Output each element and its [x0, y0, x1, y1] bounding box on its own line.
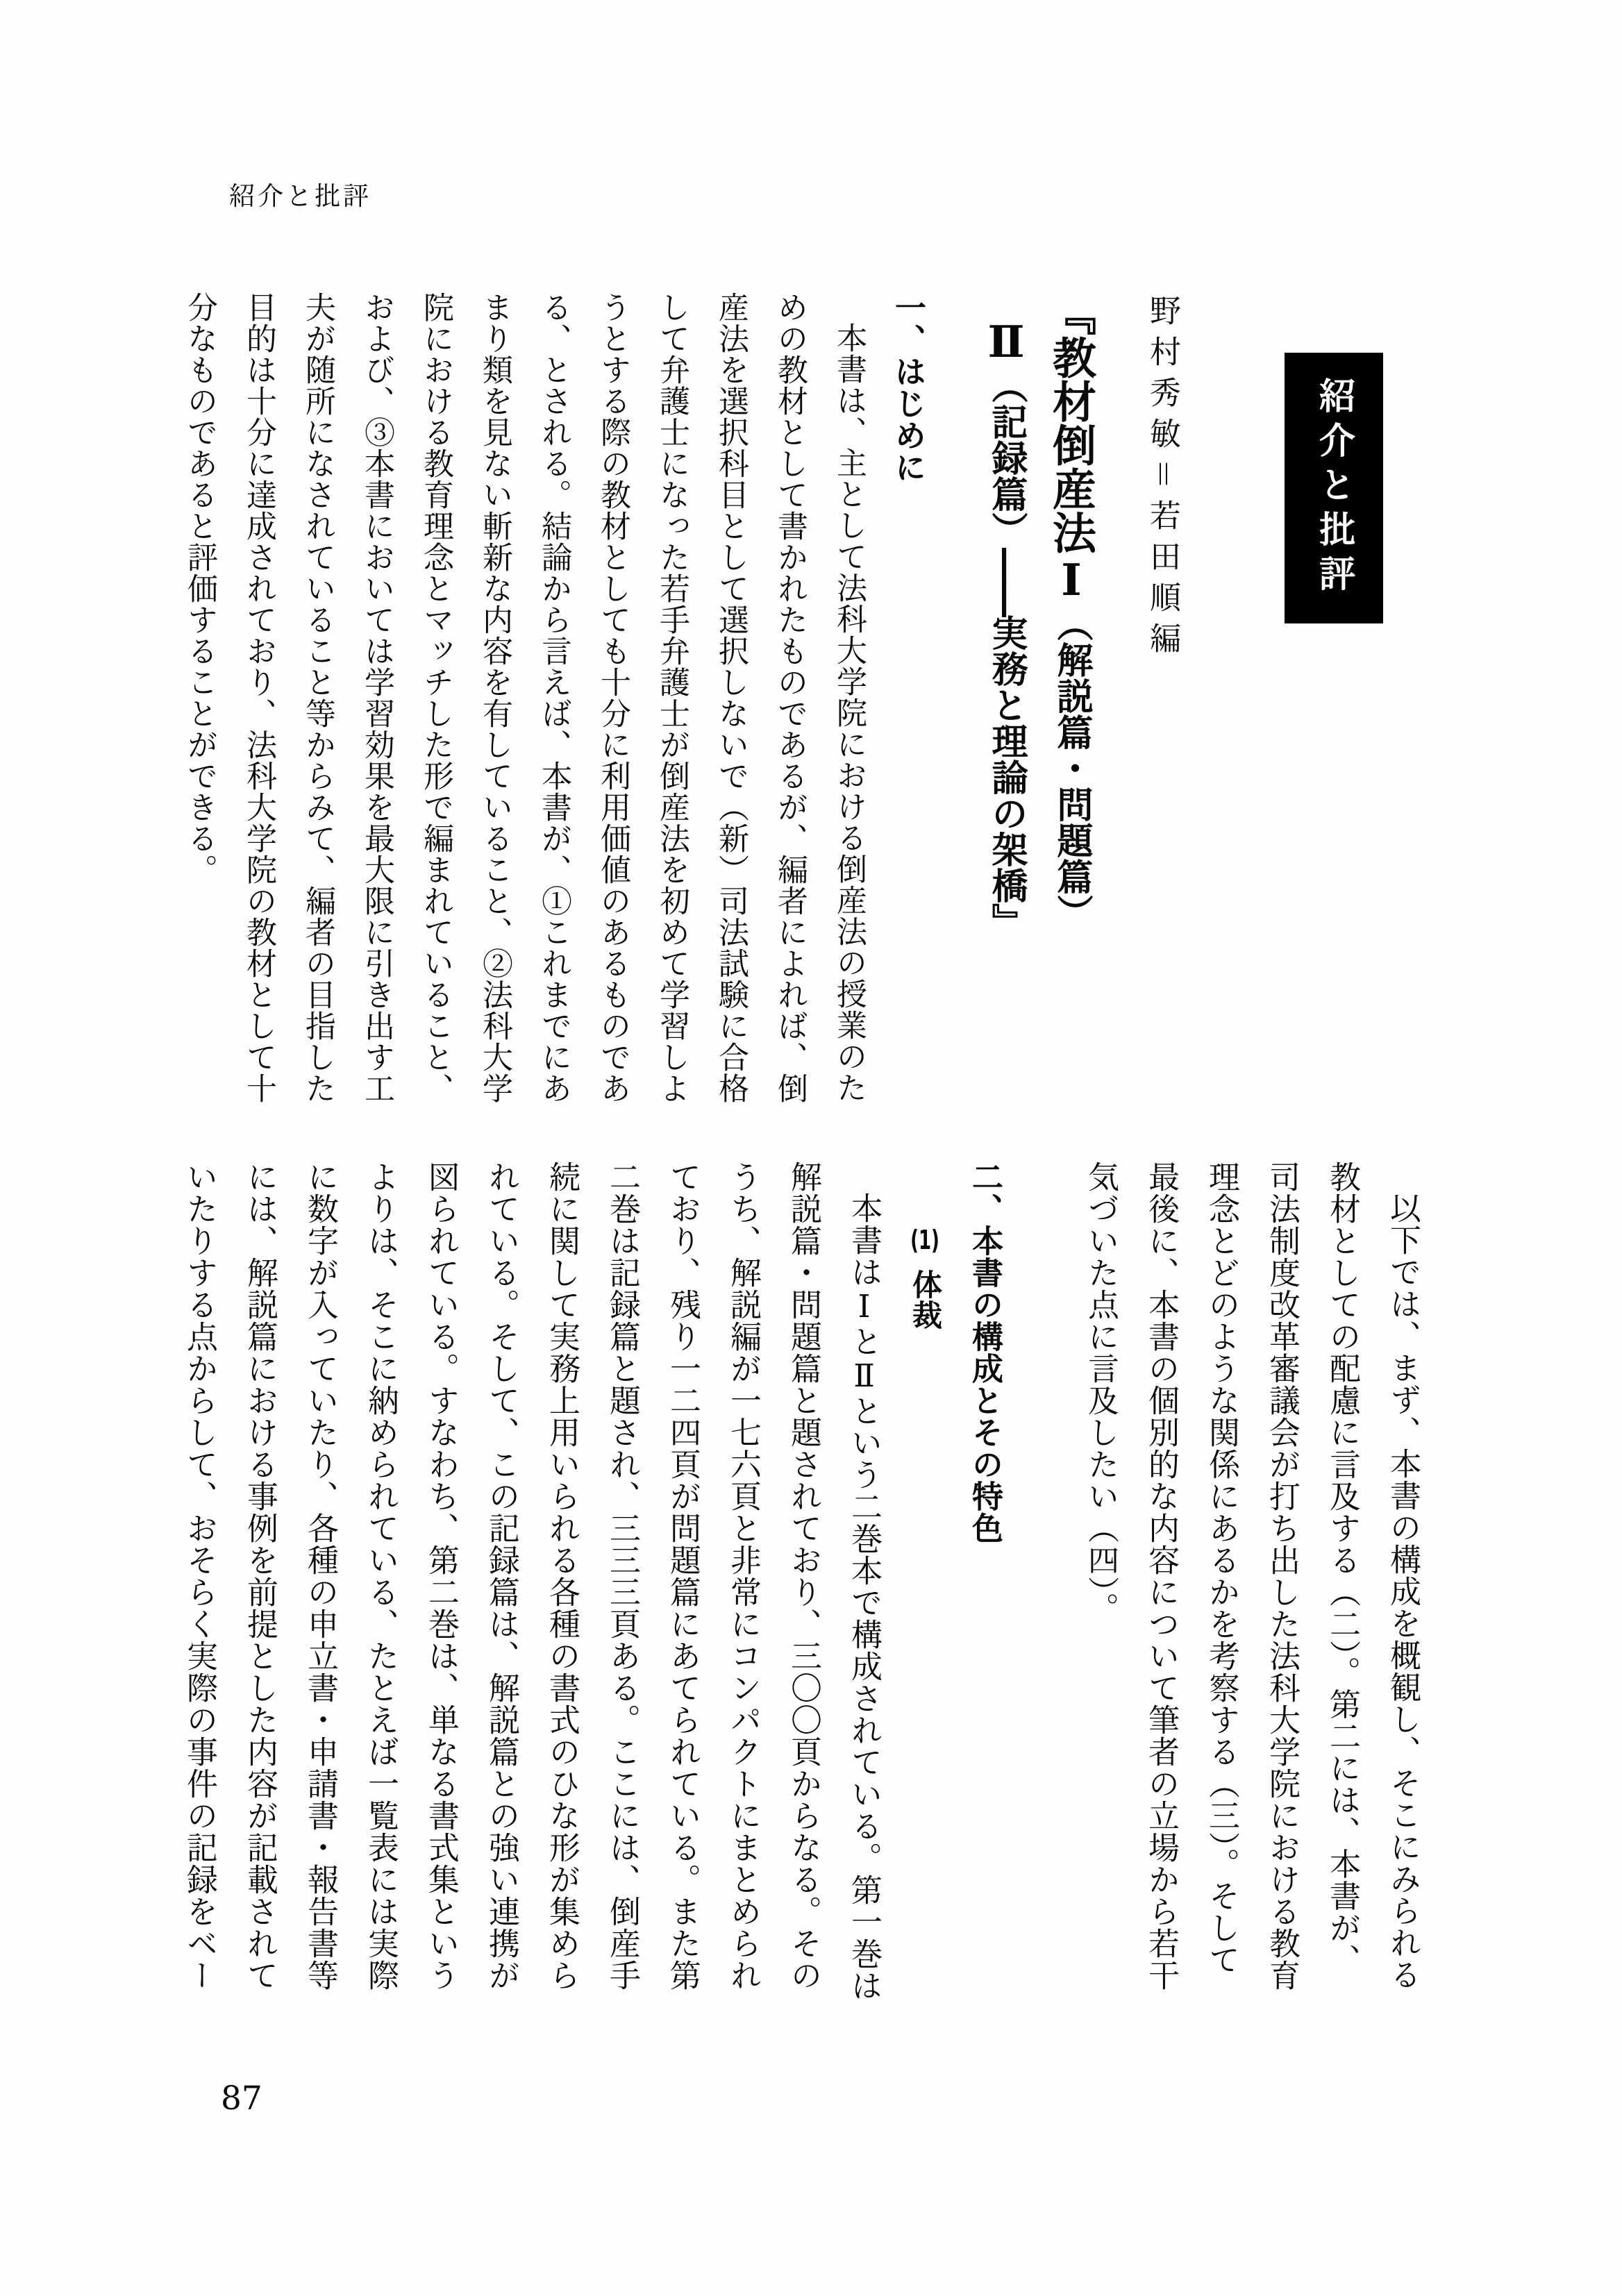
text-column: よりは、そこに納められている、たとえば一覧表には実際 — [362, 1161, 399, 1991]
text-column: 気づいた点に言及したい（四）。 — [1082, 1161, 1119, 1625]
book-title-volume2: Ⅱ — [980, 316, 1032, 367]
text-column: および、③本書においては学習効果を最大限に引き出す工 — [359, 292, 394, 1104]
book-editors: 野村秀敏＝若田順編 — [1144, 294, 1181, 664]
subsection-heading — [894, 1161, 955, 2034]
running-header: 紹介と批評 — [229, 181, 371, 211]
text-column: 解説篇・問題篇と題されており、三〇〇頁からなる。その — [785, 1161, 822, 1991]
text-column: 司法制度改革審議会が打ち出した法科大学院における教育 — [1264, 1161, 1301, 1991]
text-column: うとする際の教材としても十分に利用価値のあるものであ — [595, 292, 630, 1104]
text-column: めの教材として書かれたものであるが、編者によれば、倒 — [772, 292, 808, 1104]
subsection-label: 体裁 — [908, 1269, 942, 1331]
text-column: 最後に、本書の個別的な内容について筆者の立場から若干 — [1143, 1161, 1180, 1991]
text-column: まり類を見ない斬新な内容を有していること、②法科大学 — [477, 292, 512, 1104]
text-column: 以下では、まず、本書の構成を概観し、そこにみられる — [1385, 1192, 1421, 1991]
text-column: れている。そして、この記録篇は、解説篇との強い連携が — [483, 1161, 520, 1991]
text-column: 本書はⅠとⅡという二巻本で構成されている。第一巻は — [846, 1192, 883, 2002]
text-column: 続に関して実務上用いられる各種の書式のひな形が集めら — [544, 1161, 580, 1991]
text-column: 二巻は記録篇と題され、三三三頁ある。ここには、倒産手 — [604, 1161, 641, 1991]
text-column: る、とされる。結論から言えば、本書が、①これまでにあ — [536, 292, 571, 1104]
text-column: 理念とどのような関係にあるかを考察する（三）。そして — [1203, 1161, 1240, 1976]
section-1-heading: 一、はじめに — [889, 292, 926, 483]
section-2-heading: 二、本書の構成とその特色 — [967, 1161, 1003, 1544]
section-1-hajimeni — [170, 292, 937, 1111]
book-title-line1 — [1040, 292, 1103, 930]
text-column: いたりする点からして、おそらく実際の事件の記録をベー — [181, 1161, 218, 1991]
text-column: 目的は十分に達成されており、法科大学院の教材として十 — [241, 292, 276, 1104]
book-title-main: 『教材倒産法Ⅰ — [1046, 292, 1097, 605]
section-banner — [1285, 353, 1383, 623]
text-column: 夫が随所になされていること等からみて、編者の目指した — [300, 292, 335, 1104]
text-column: 院における教育理念とマッチした形で編まれていること、 — [418, 292, 453, 1104]
subsection-number: (1) — [910, 1226, 939, 1253]
text-column: 産法を選択科目として選択しないで（新）司法試験に合格 — [713, 292, 749, 1104]
book-subtitle: 実務と理論の架橋』 — [985, 614, 1028, 939]
book-title-line2 — [980, 316, 1032, 939]
section-banner-label: 紹介と批評 — [1312, 377, 1355, 599]
text-column: ており、残り一二四頁が問題篇にあてられている。また第 — [664, 1161, 701, 1991]
text-column: 分なものであると評価することができる。 — [182, 292, 217, 885]
text-column: 図られている。すなわち、第二巻は、単なる書式集という — [423, 1161, 460, 1991]
title-dash: ―― — [985, 548, 1028, 614]
book-title-main-sub: （解説篇・問題篇） — [1051, 605, 1093, 930]
section-2-kousei — [169, 1161, 1433, 2034]
text-column: 本書は、主として法科大学院における倒産法の授業のた — [831, 322, 867, 1103]
text-column: には、解説篇における事例を前提とした内容が記載されて — [242, 1161, 278, 1991]
text-column: して弁護士になった若手弁護士が倒産法を初めて学習しよ — [654, 292, 689, 1104]
book-title-volume2-sub: （記録篇） — [985, 367, 1028, 548]
text-column: 教材としての配慮に言及する（二）。第二には、本書が、 — [1324, 1161, 1361, 1976]
page-number: 87 — [221, 2079, 262, 2118]
text-column: に数字が入っていたり、各種の申立書・申請書・報告書等 — [302, 1161, 339, 1991]
text-column: うち、解説編が一七六頁と非常にコンパクトにまとめられ — [725, 1161, 762, 1991]
